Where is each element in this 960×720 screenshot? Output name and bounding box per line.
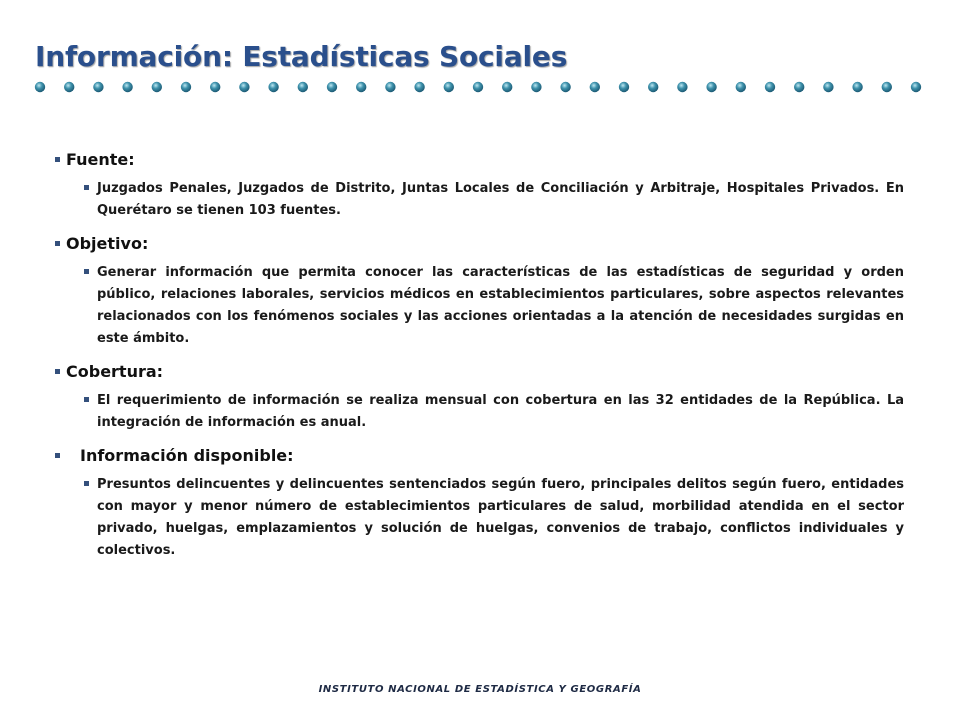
section-item	[84, 474, 905, 562]
section-heading-text: Objetivo:	[66, 233, 149, 253]
decorative-dot	[677, 82, 687, 92]
decorative-dot-row	[33, 80, 929, 94]
decorative-dot	[560, 82, 570, 92]
decorative-dot	[736, 82, 746, 92]
decorative-dot	[152, 82, 162, 92]
decorative-dot	[706, 82, 716, 92]
decorative-dot	[794, 82, 804, 92]
section-item	[84, 262, 905, 350]
decorative-dot	[648, 82, 658, 92]
section-cobertura	[55, 358, 905, 434]
decorative-dot	[619, 82, 629, 92]
decorative-dot	[414, 82, 424, 92]
section-heading	[55, 358, 905, 384]
decorative-dot	[911, 82, 921, 92]
decorative-dot	[590, 82, 600, 92]
decorative-dot	[122, 82, 132, 92]
decorative-dot	[531, 82, 541, 92]
decorative-dot	[35, 82, 45, 92]
decorative-dot	[181, 82, 191, 92]
square-bullet-icon	[84, 185, 89, 190]
decorative-dot	[327, 82, 337, 92]
decorative-dot	[823, 82, 833, 92]
slide-title: Información: Estadísticas Sociales	[35, 40, 568, 73]
decorative-dot	[882, 82, 892, 92]
square-bullet-icon	[84, 269, 89, 274]
section-objetivo	[55, 230, 905, 350]
decorative-dot	[239, 82, 249, 92]
decorative-dot	[64, 82, 74, 92]
section-heading	[55, 442, 905, 468]
section-informacion-disponible	[55, 442, 905, 562]
section-fuente	[55, 146, 905, 222]
decorative-dot	[298, 82, 308, 92]
decorative-dot	[765, 82, 775, 92]
section-item-text: El requerimiento de información se realiza mensual con cobertura en las 32 entidades de la República. La integración de información es anual.	[97, 393, 904, 430]
square-bullet-icon	[84, 397, 89, 402]
section-item-text: Juzgados Penales, Juzgados de Distrito, Juntas Locales de Conciliación y Arbitraje, Hospitales Privados. En Querétaro se tienen 103 fuentes.	[97, 181, 904, 218]
decorative-dot	[268, 82, 278, 92]
section-heading	[55, 230, 905, 256]
decorative-dot	[444, 82, 454, 92]
decorative-dot	[93, 82, 103, 92]
section-item	[84, 390, 905, 434]
square-bullet-icon	[84, 481, 89, 486]
decorative-dot	[210, 82, 220, 92]
decorative-dot	[473, 82, 483, 92]
decorative-dot	[356, 82, 366, 92]
section-item	[84, 178, 905, 222]
section-heading-text: Cobertura:	[66, 361, 164, 381]
square-bullet-icon	[55, 157, 60, 162]
square-bullet-icon	[55, 453, 60, 458]
section-item-text: Presuntos delincuentes y delincuentes sentenciados según fuero, principales delitos según fuero, entidades con mayor y menor número de establecimientos particulares de salud, morbilidad atendida en el sector privado, huelgas, emplazamientos y solución de huelgas, convenios de trabajo, conflictos individuales y colectivos.	[97, 477, 904, 558]
section-heading-text: Fuente:	[66, 149, 135, 169]
footer-institution: INSTITUTO NACIONAL DE ESTADÍSTICA Y GEOGRAFÍA	[318, 684, 642, 695]
section-heading-text: Información disponible:	[80, 445, 294, 465]
content-body	[55, 146, 905, 562]
decorative-dot	[385, 82, 395, 92]
section-heading	[55, 146, 905, 172]
decorative-dot	[852, 82, 862, 92]
square-bullet-icon	[55, 241, 60, 246]
section-item-text: Generar información que permita conocer las características de las estadísticas de seguridad y orden público, relaciones laborales, servicios médicos en establecimientos particulares, sobre aspectos relevantes relacionados con los fenómenos sociales y las acciones orientadas a la atención de necesidades surgidas en este ámbito.	[97, 265, 904, 346]
decorative-dot	[502, 82, 512, 92]
square-bullet-icon	[55, 369, 60, 374]
